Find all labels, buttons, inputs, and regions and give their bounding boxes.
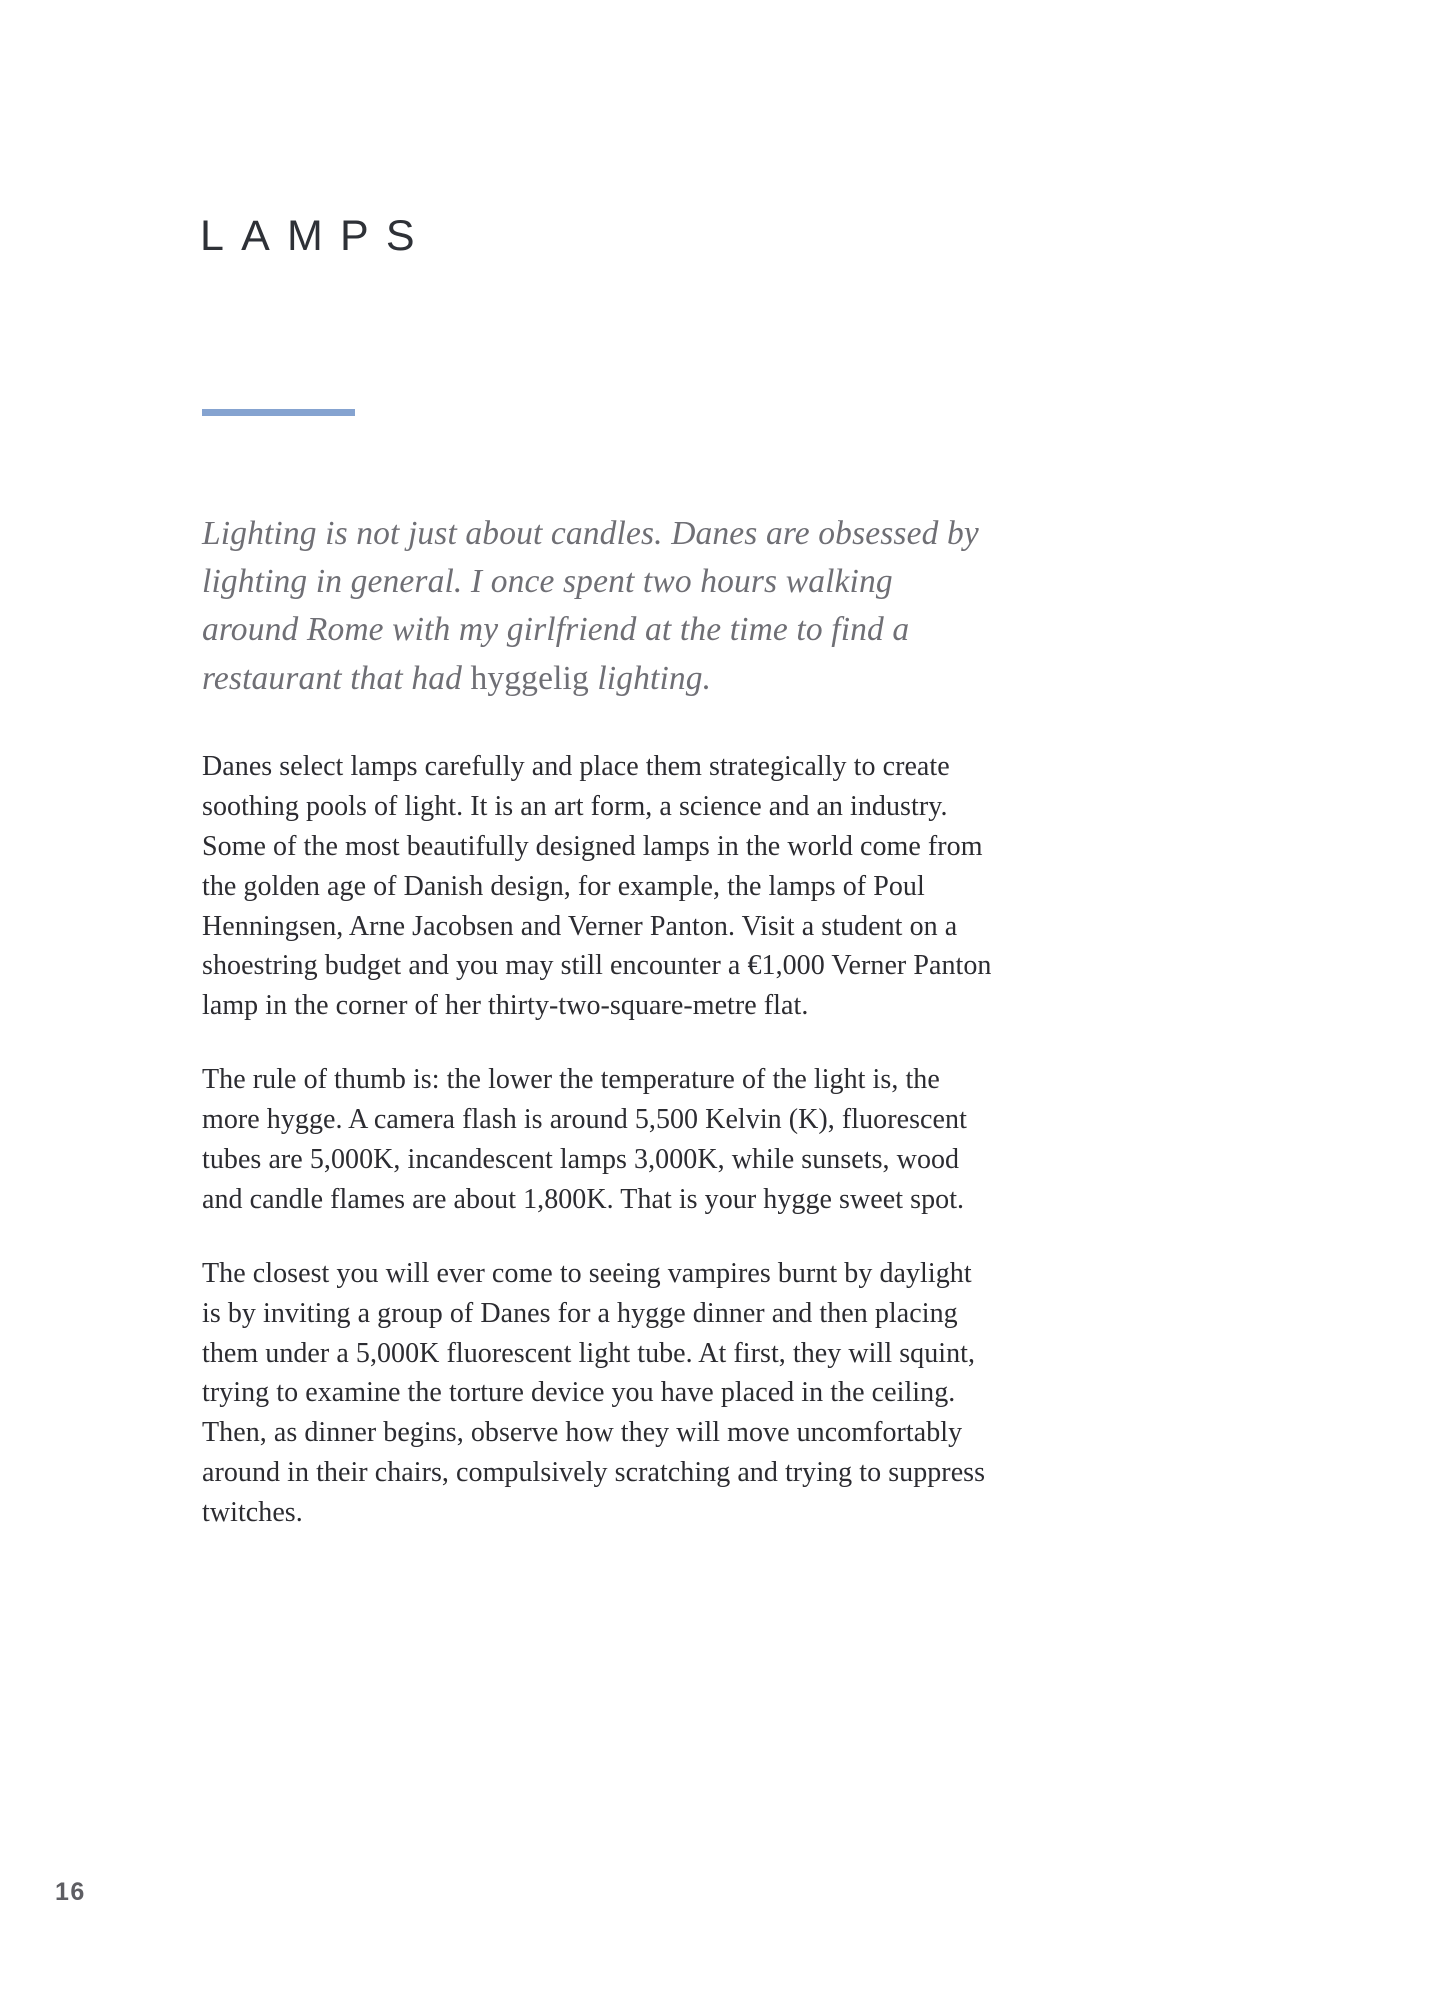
body-paragraph: The closest you will ever come to seeing vampires burnt by daylight is by inviting a group of Danes for a hygge dinner and then placing them under a 5,000K fluorescent light tube. At first, they will squint, trying to examine the torture device you have placed in the ceiling. Then, as dinner begins, observe how they will move uncomfortably around in their chairs, compulsively scratching and trying to suppress twitches. <box>202 1257 986 1529</box>
page-number: 16 <box>55 1878 86 1906</box>
pull-quote <box>202 510 992 703</box>
title-divider-rule <box>202 409 355 416</box>
pull-quote-roman-term: hyggelig <box>470 659 589 697</box>
pull-quote-italic-lead: Lighting is not just about candles. Danes are obsessed by lighting in general. I once spent two hours walking around Rome with my girlfriend at the time to find a restaurant that had <box>202 515 979 697</box>
body-paragraph: Danes select lamps carefully and place them strategically to create soothing pools of light. It is an art form, a science and an industry. Some of the most beautifully designed lamps in the world come from the golden age of Danish design, for example, the lamps of Poul Henningsen, Arne Jacobsen and Verner Panton. Visit a student on a shoestring budget and you may still encounter a €1,000 Verner Panton lamp in the corner of her thirty-two-square-metre flat. <box>202 750 992 1022</box>
body-paragraph: The rule of thumb is: the lower the temperature of the light is, the more hygge. A camera flash is around 5,500 Kelvin (K), fluorescent tubes are 5,000K, incandescent lamps 3,000K, while sunsets, wood and candle flames are about 1,800K. That is your hygge sweet spot. <box>202 1064 967 1215</box>
text-column <box>202 510 992 1533</box>
pull-quote-italic-tail: lighting. <box>588 659 712 697</box>
page-title: LAMPS <box>200 211 432 260</box>
